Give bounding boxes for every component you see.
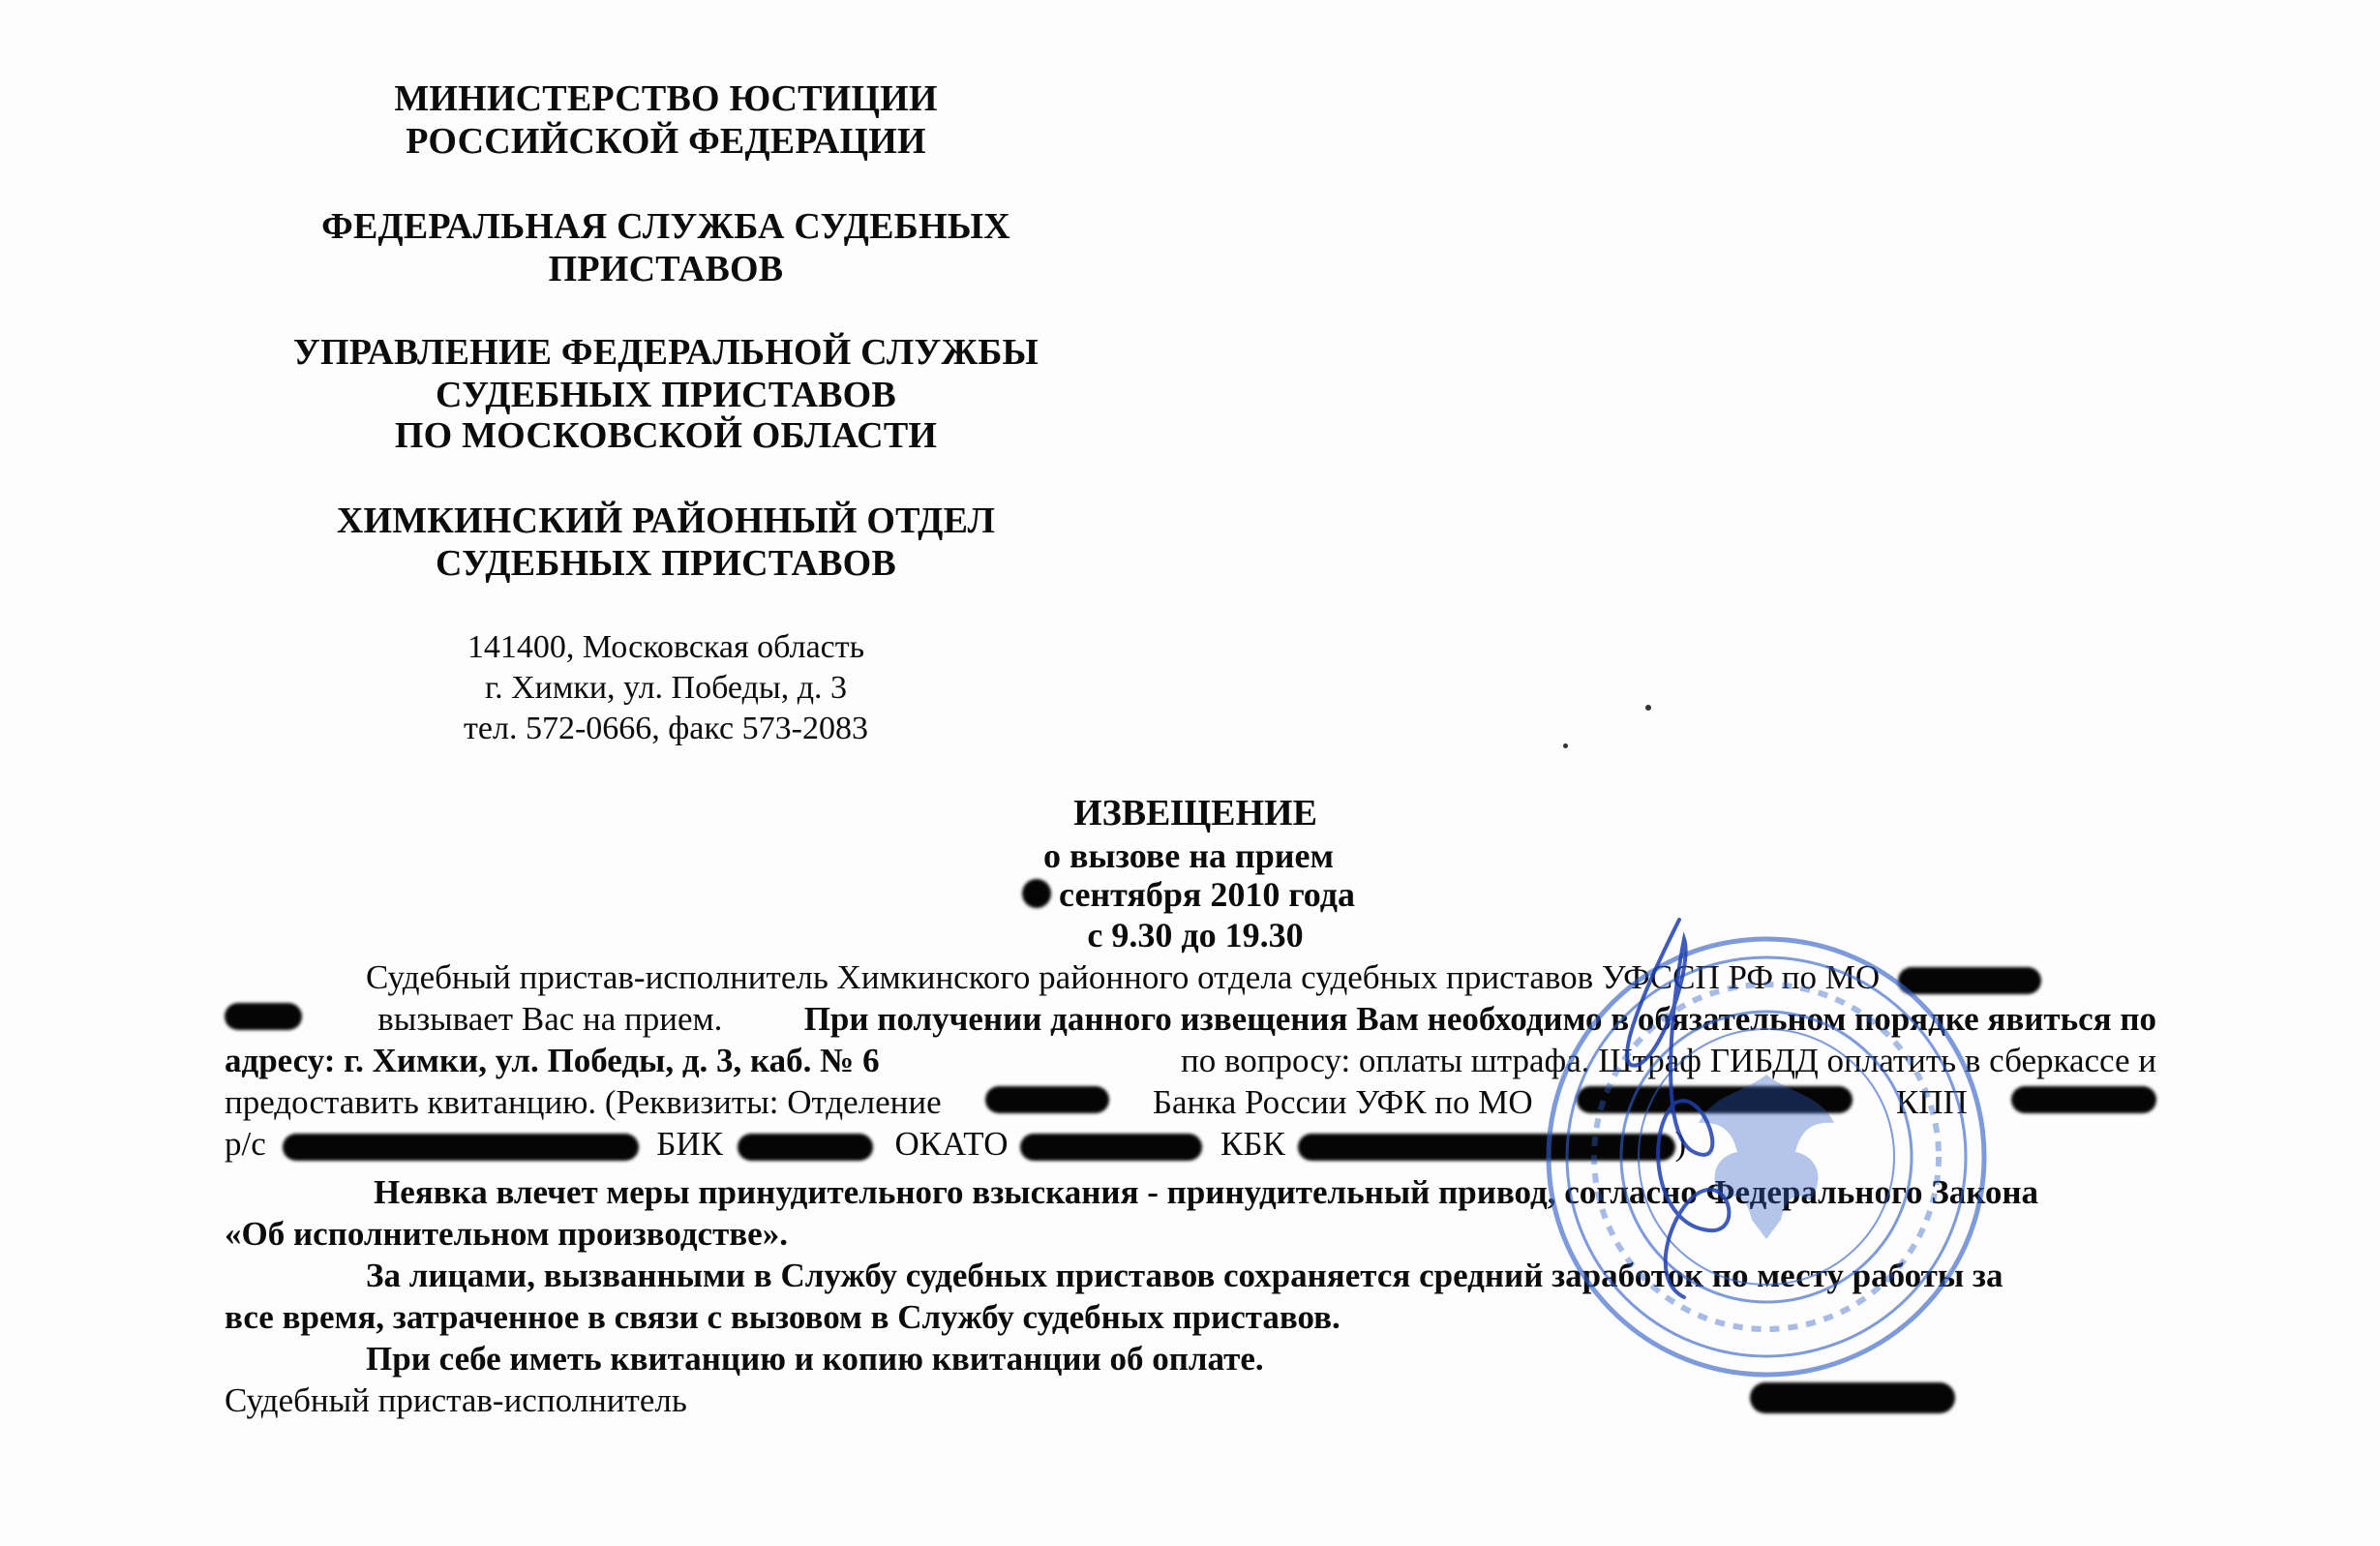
- signature-label: Судебный пристав-исполнитель: [225, 1381, 687, 1419]
- body-line-7: «Об исполнительном производстве».: [225, 1215, 788, 1253]
- body-line-5-e: ): [1674, 1125, 1687, 1163]
- department-line-1: УПРАВЛЕНИЕ ФЕДЕРАЛЬНОЙ СЛУЖБЫ: [292, 332, 1039, 373]
- redacted-okato: [1020, 1134, 1202, 1161]
- body-line-2-b: При получении данного извещения Вам необходимо в обязательном порядке явиться по: [803, 1000, 2156, 1038]
- service-line-1: ФЕДЕРАЛЬНАЯ СЛУЖБА СУДЕБНЫХ: [321, 206, 1010, 247]
- handwritten-signature: [1587, 910, 1762, 1413]
- address-line-3: тел. 572-0666, факс 573-2083: [464, 711, 868, 746]
- body-line-4-a: предоставить квитанцию. (Реквизиты: Отделение: [225, 1083, 942, 1121]
- service-line-2: ПРИСТАВОВ: [548, 249, 784, 289]
- body-line-10: При себе иметь квитанцию и копию квитанции об оплате.: [366, 1340, 1264, 1378]
- body-line-4-c: КПП: [1895, 1083, 1968, 1121]
- ministry-line-1: МИНИСТЕРСТВО ЮСТИЦИИ: [394, 78, 938, 119]
- department-line-3: ПО МОСКОВСКОЙ ОБЛАСТИ: [394, 415, 938, 456]
- body-line-9: все время, затраченное в связи с вызовом в Службу судебных приставов.: [225, 1298, 1341, 1336]
- notice-time: с 9.30 до 19.30: [1087, 916, 1304, 955]
- redacted-bik: [738, 1134, 873, 1161]
- notice-date-text: сентября 2010 года: [1059, 875, 1355, 914]
- redacted-bailiff-name-cont: [225, 1003, 302, 1030]
- body-line-5-a: р/с: [225, 1125, 266, 1163]
- redacted-day: [1022, 879, 1051, 908]
- body-line-8: За лицами, вызванными в Службу судебных приставов сохраняется средний заработок по месту работы за: [366, 1257, 2003, 1294]
- redacted-kpp: [2011, 1086, 2156, 1113]
- redacted-signature-name: [1750, 1382, 1955, 1413]
- body-line-6-text: Неявка влечет меры принудительного взыскания - принудительный привод, согласно Федерального Закона: [374, 1173, 2039, 1211]
- body-line-2-a: вызывает Вас на прием.: [377, 1000, 723, 1038]
- department-line-2: СУДЕБНЫХ ПРИСТАВОВ: [436, 375, 896, 415]
- body-line-3-b: по вопросу: оплаты штрафа. Штраф ГИБДД оплатить в сберкассе и: [1180, 1042, 2156, 1079]
- body-line-5-b: БИК: [656, 1125, 723, 1163]
- scan-speck: [1563, 743, 1568, 748]
- body-line-5-d: КБК: [1220, 1125, 1285, 1163]
- redacted-bank-branch: [985, 1086, 1109, 1113]
- body-line-4-b: Банка России УФК по МО: [1152, 1083, 1533, 1121]
- address-line-2: г. Химки, ул. Победы, д. 3: [484, 670, 848, 706]
- body-line-1-text: Судебный пристав-исполнитель Химкинского районного отдела судебных приставов УФССП РФ по МО: [366, 958, 1881, 996]
- division-line-2: СУДЕБНЫХ ПРИСТАВОВ: [436, 543, 896, 584]
- body-line-5-c: ОКАТО: [894, 1125, 1009, 1163]
- ministry-line-2: РОССИЙСКОЙ ФЕДЕРАЦИИ: [406, 121, 926, 162]
- scan-speck: [1645, 705, 1651, 711]
- body-line-3-a: адресу: г. Химки, ул. Победы, д. 3, каб. № 6: [225, 1042, 880, 1079]
- notice-title: ИЗВЕЩЕНИЕ: [1073, 793, 1317, 834]
- notice-subtitle: о вызове на прием: [1042, 836, 1335, 875]
- division-line-1: ХИМКИНСКИЙ РАЙОННЫЙ ОТДЕЛ: [336, 500, 996, 541]
- address-line-1: 141400, Московская область: [467, 629, 865, 665]
- notice-date: [1022, 875, 1355, 914]
- body-line-5: [225, 1123, 1686, 1165]
- redacted-account: [283, 1134, 639, 1161]
